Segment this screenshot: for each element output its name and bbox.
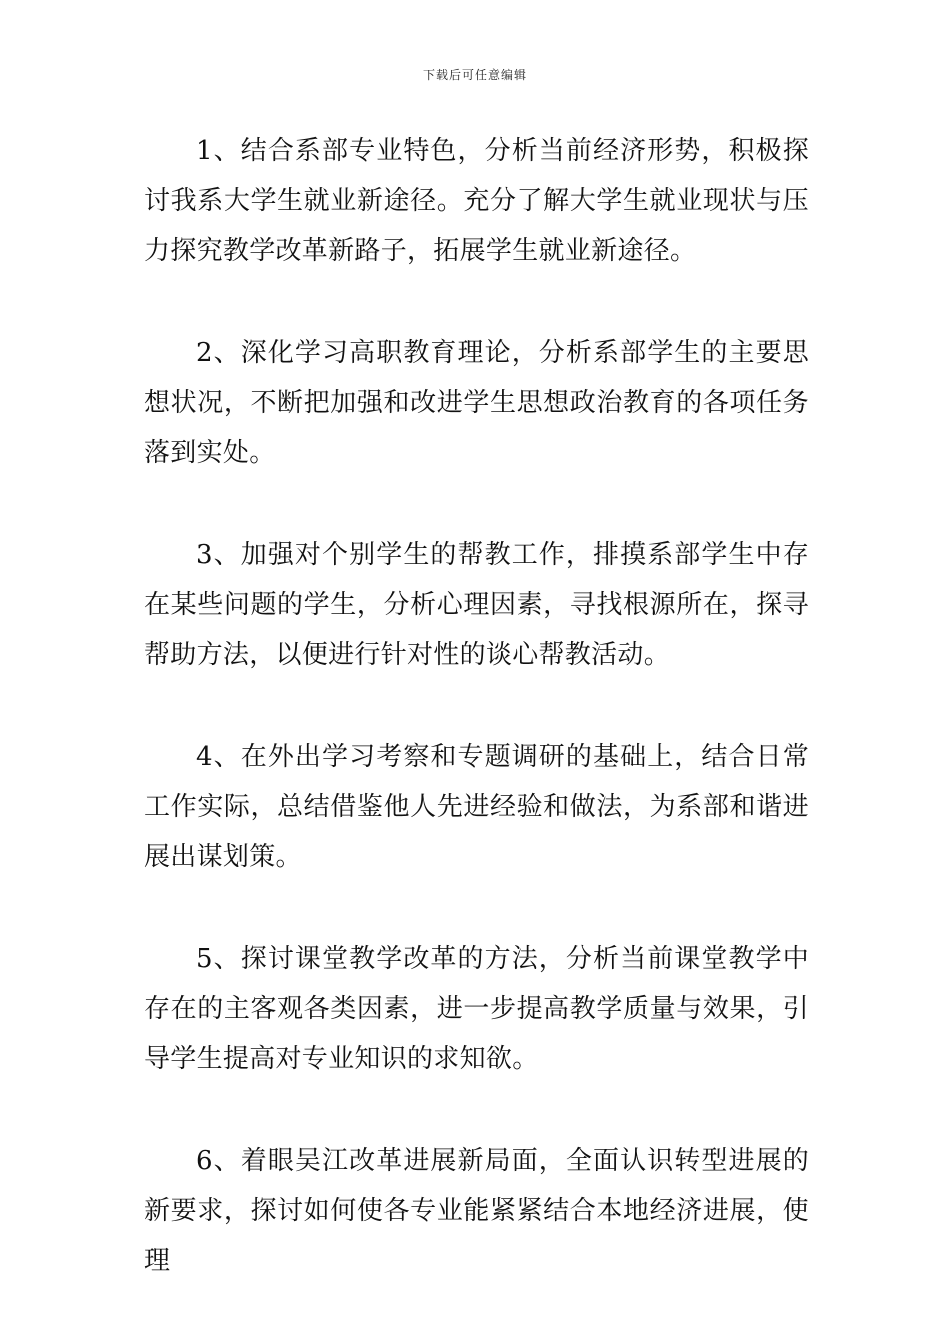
paragraph-3: 3、加强对个别学生的帮教工作，排摸系部学生中存在某些问题的学生，分析心理因素，寻找根源所在，探寻帮助方法，以便进行针对性的谈心帮教活动。 [144, 540, 809, 670]
paragraph-4: 4、在外出学习考察和专题调研的基础上，结合日常工作实际，总结借鉴他人先进经验和做法，为系部和谐进展出谋划策。 [144, 742, 809, 872]
paragraph-1: 1、结合系部专业特色，分析当前经济形势，积极探讨我系大学生就业新途径。充分了解大学生就业现状与压力探究教学改革新路子，拓展学生就业新途径。 [144, 136, 809, 266]
paragraph-5: 5、探讨课堂教学改革的方法，分析当前课堂教学中存在的主客观各类因素，进一步提高教学质量与效果，引导学生提高对专业知识的求知欲。 [144, 944, 809, 1074]
page-header: 下载后可任意编辑 [422, 68, 527, 82]
document-body [144, 126, 809, 1338]
paragraph-6: 6、着眼吴江改革进展新局面，全面认识转型进展的新要求，探讨如何使各专业能紧紧结合本地经济进展，使理 [144, 1146, 809, 1276]
paragraph-2: 2、深化学习高职教育理论，分析系部学生的主要思想状况，不断把加强和改进学生思想政治教育的各项任务落到实处。 [144, 338, 809, 468]
